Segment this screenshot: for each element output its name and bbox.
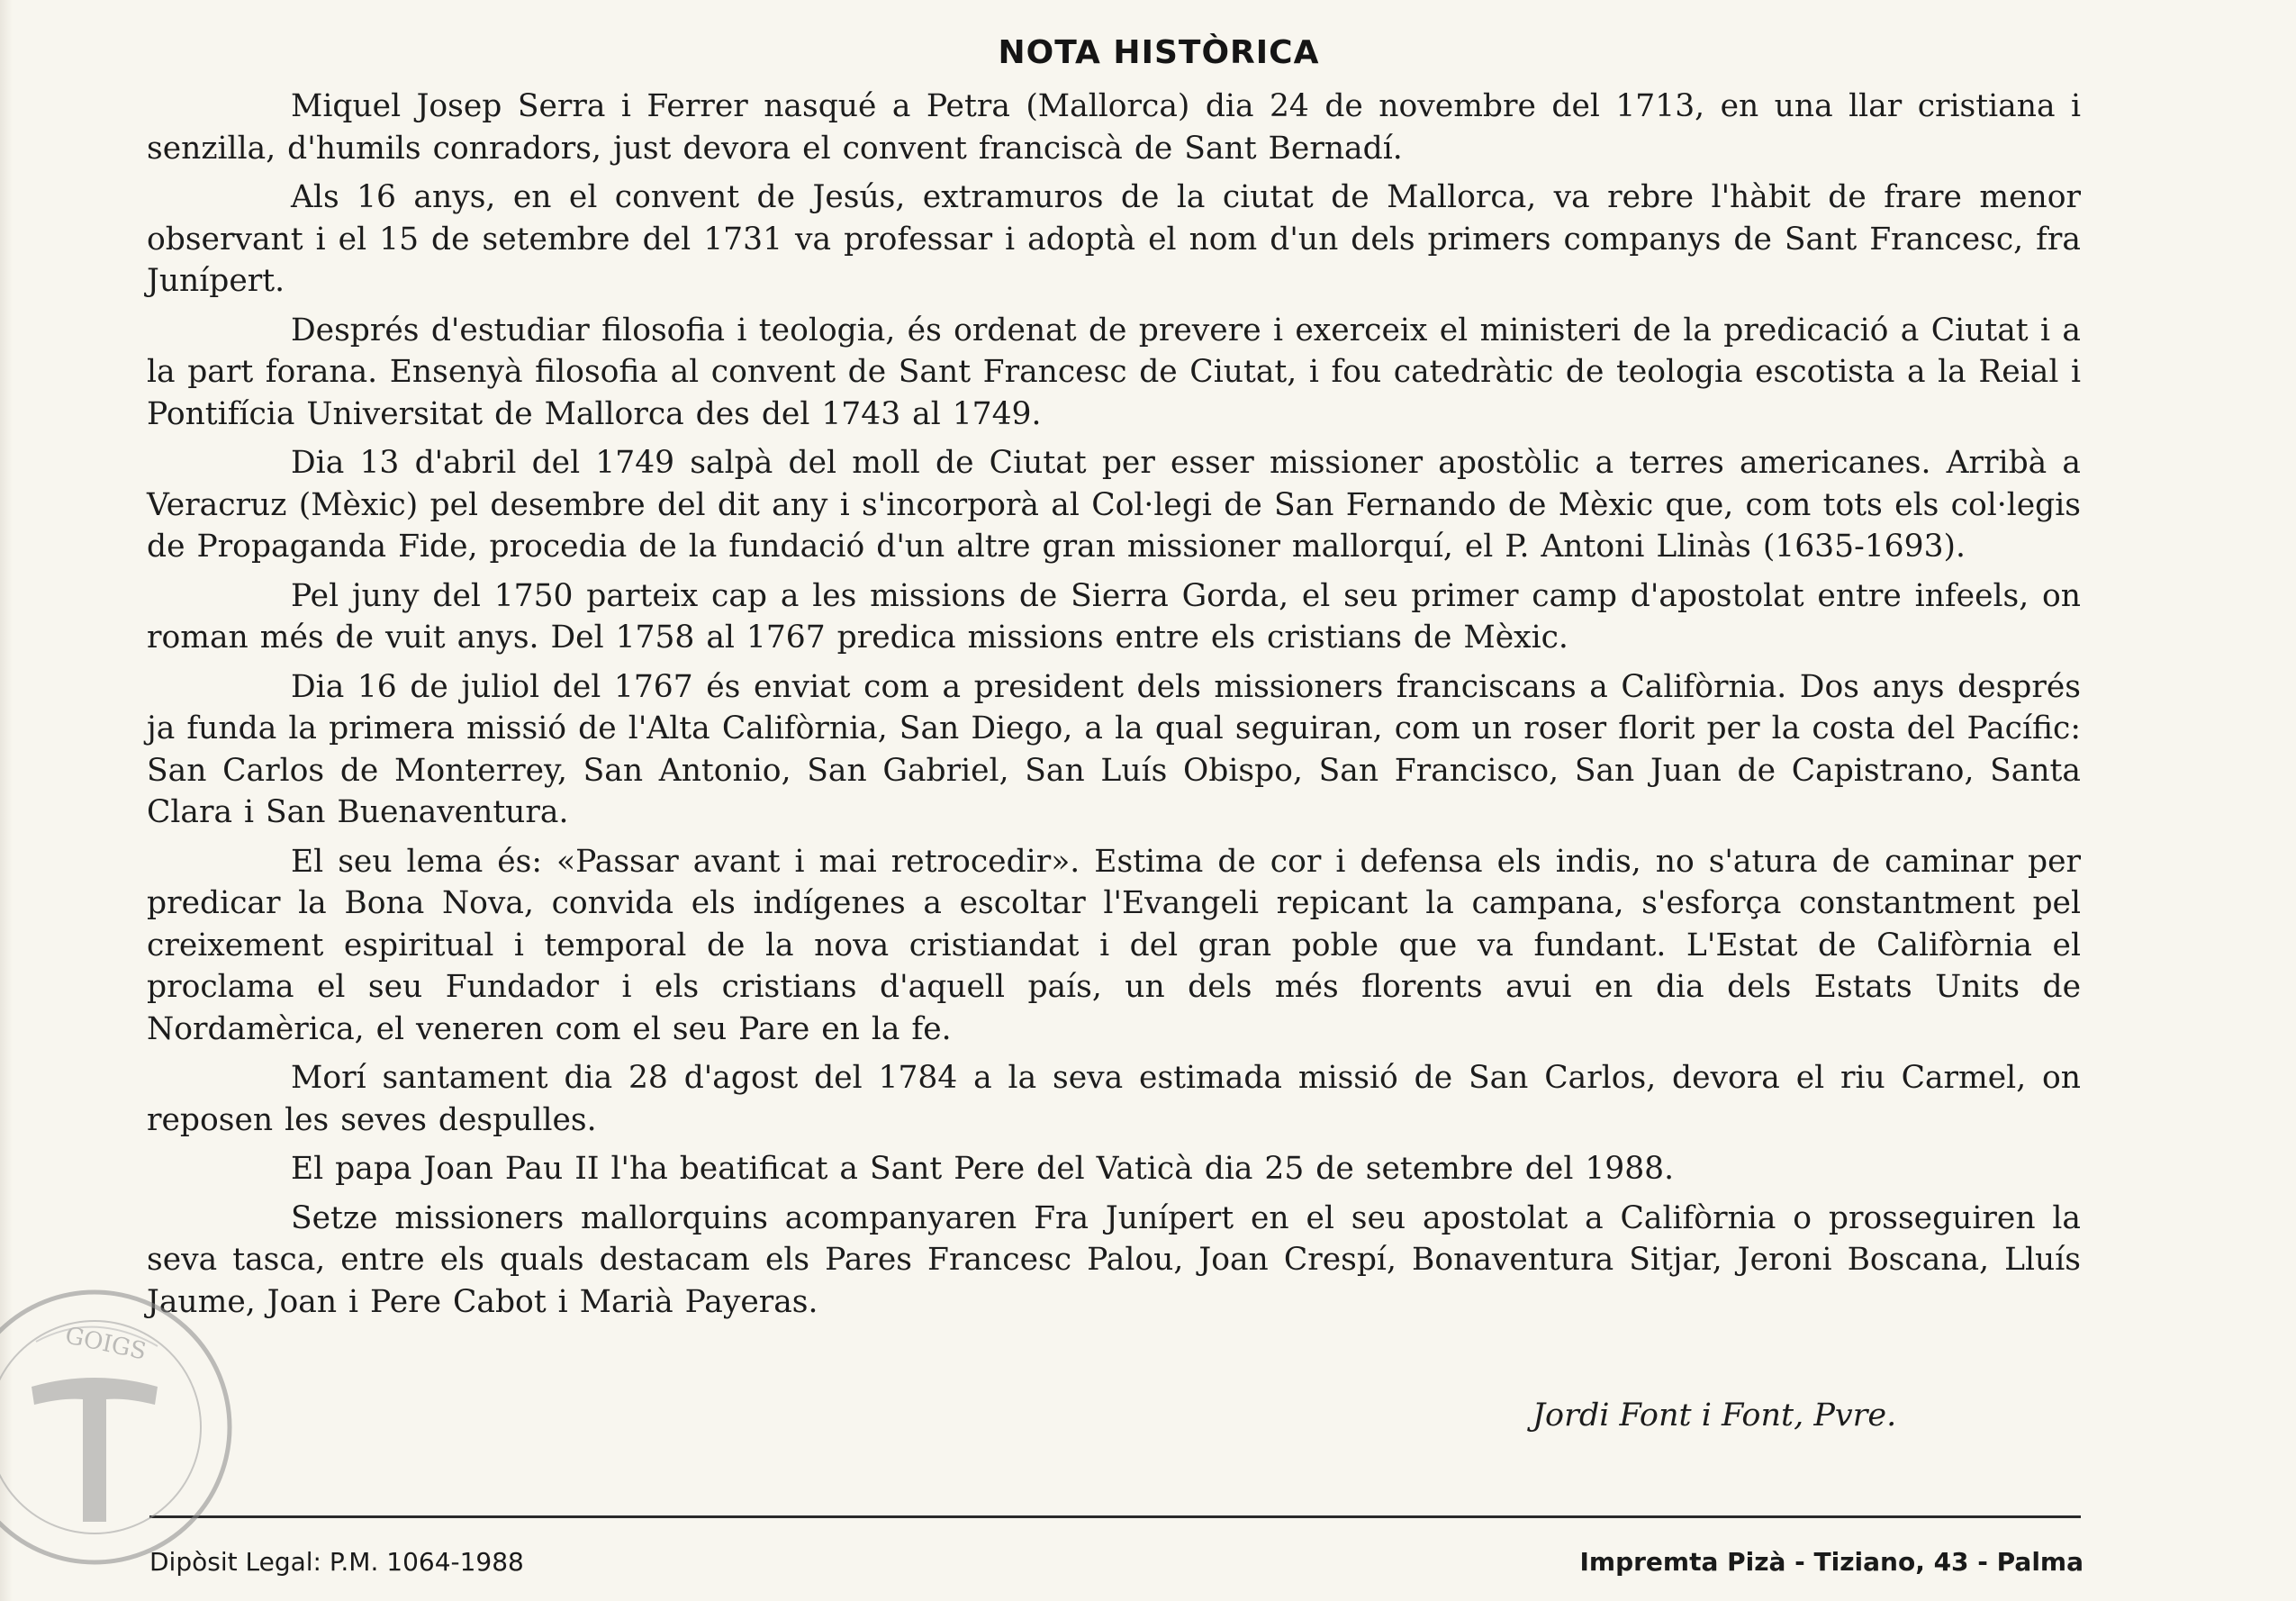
paragraph-birth: Miquel Josep Serra i Ferrer nasqué a Petra (Mallorca) dia 24 de novembre del 1713, en una llar cristiana i senzilla, d'humils conradors, just devora el convent franciscà de Sant Bernadí.: [147, 88, 2081, 167]
paragraph-novitiate: Als 16 anys, en el convent de Jesús, extramuros de la ciutat de Mallorca, va rebre l'hàbit de frare menor observant i el 15 de setembre del 1731 va professar i adoptà el nom d'un dels primers companys de Sant Francesc, fra Junípert.: [147, 179, 2081, 299]
paragraph-death: Morí santament dia 28 d'agost del 1784 a la seva estimada missió de San Carlos, devora el riu Carmel, on reposen les seves despulles.: [147, 1060, 2081, 1138]
paragraph-sierra-gorda: Pel juny del 1750 parteix cap a les missions de Sierra Gorda, el seu primer camp d'apostolat entre infeels, on roman més de vuit anys. Del 1758 al 1767 predica missions entre els cristians de Mèxic.: [147, 577, 2081, 656]
footer-divider: [149, 1515, 2081, 1518]
legal-deposit: Dipòsit Legal: P.M. 1064-1988: [149, 1547, 524, 1577]
tau-cross-stamp-icon: [0, 1279, 243, 1576]
svg-text:GOIGS: GOIGS: [62, 1322, 149, 1366]
paragraph-companions: Setze missioners mallorquins acompanyaren Fra Junípert en el seu apostolat a Califòrnia o prosseguiren la seva tasca, entre els quals destacam els Pares Francesc Palou, Joan Crespí, Bonaventura Sitjar, Jeroni Boscana, Lluís Jaume, Joan i Pere Cabot i Marià Payeras.: [147, 1199, 2081, 1320]
paragraph-motto: El seu lema és: «Passar avant i mai retrocedir». Estima de cor i defensa els indis, no s'atura de caminar per predicar la Bona Nova, convida els indígenes a escoltar l'Evangeli repicant la campana, s'esforça constantment pel creixement espiritual i temporal de la nova cristiandat i del gran poble que va fundant. L'Estat de Califòrnia el proclama el seu Fundador i els cristians d'aquell país, un dels més florents avui en dia dels Estats Units de Nordamèrica, el veneren com el seu Pare en la fe.: [147, 843, 2081, 1047]
paragraph-departure: Dia 13 d'abril del 1749 salpà del moll de Ciutat per esser missioner apostòlic a terres americanes. Arribà a Veracruz (Mèxic) pel desembre del dit any i s'incorporà al Col·legi de San Fernando de Mèxic que, com tots els col·legis de Propaganda Fide, procedia de la fundació d'un altre gran missioner mallorquí, el P. Antoni Llinàs (1635-1693).: [147, 445, 2081, 565]
page-title: NOTA HISTÒRICA: [998, 34, 1320, 71]
paragraph-california: Dia 16 de juliol del 1767 és enviat com a president dels missioners franciscans a Califòrnia. Dos anys després ja funda la primera missió de l'Alta Califòrnia, San Diego, a la qual seguiran, com un roser florit per la costa del Pacífic: San Carlos de Monterrey, San Antonio, San Gabriel, San Luís Obispo, San Francisco, San Juan de Capistrano, Santa Clara i San Buenaventura.: [147, 668, 2081, 830]
author-signature: Jordi Font i Font, Pvre.: [1532, 1397, 1897, 1434]
printer-credit: Impremta Pizà - Tiziano, 43 - Palma: [1579, 1547, 2084, 1577]
paragraph-beatification: El papa Joan Pau II l'ha beatificat a Sant Pere del Vaticà dia 25 de setembre del 1988.: [291, 1151, 1675, 1187]
paragraph-studies: Després d'estudiar filosofia i teologia, és ordenat de prevere i exerceix el ministeri de la predicació a Ciutat i a la part forana. Ensenyà filosofia al convent de Sant Francesc de Ciutat, i fou catedràtic de teologia escotista a la Reial i Pontifícia Universitat de Mallorca des del 1743 al 1749.: [147, 312, 2081, 432]
document-body: [147, 34, 2081, 1330]
